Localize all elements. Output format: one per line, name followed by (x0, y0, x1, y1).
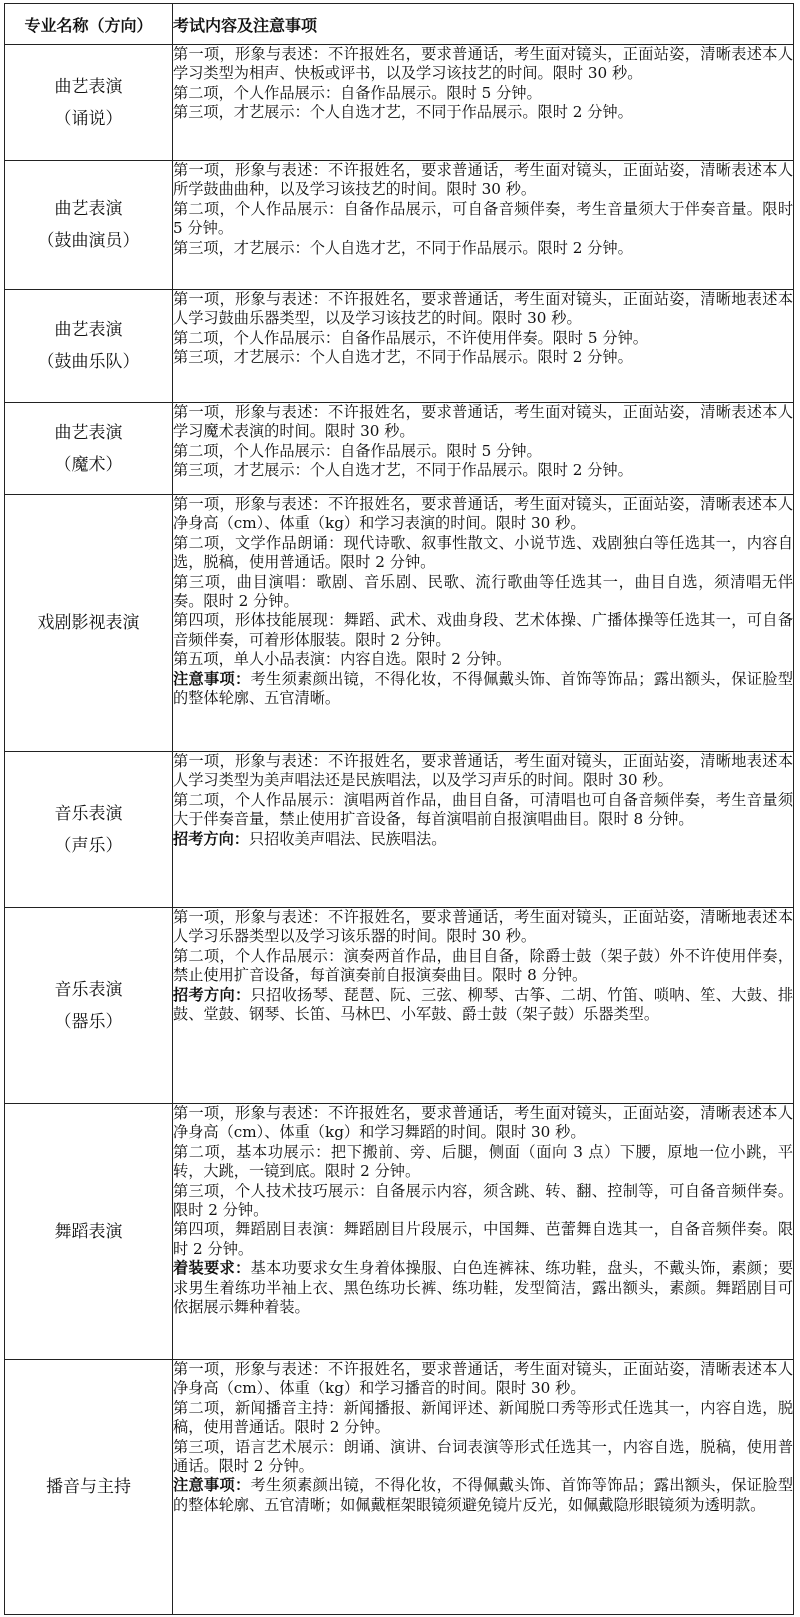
major-direction: （器乐） (54, 1011, 123, 1032)
header-content: 考试内容及注意事项 (173, 4, 794, 45)
major-cell (5, 495, 173, 752)
exam-item: 第一项，形象与表述：不许报姓名，要求普通话，考生面对镜头，正面站姿，清晰表述本人净身高（cm）、体重（kg）和学习舞蹈的时间。限时 30 秒。 (173, 1104, 793, 1142)
exam-item: 第二项，新闻播音主持：新闻播报、新闻评述、新闻脱口秀等形式任选其一，内容自选，脱稿，使用普通话。限时 2 分钟。 (173, 1398, 793, 1437)
major-name: 音乐表演 (54, 803, 123, 824)
major-direction: （诵说） (54, 108, 123, 129)
exam-item: 第三项，曲目演唱：歌剧、音乐剧、民歌、流行歌曲等任选其一，曲目自选，须清唱无伴奏。限时 2 分钟。 (173, 572, 793, 611)
note-text: 基本功要求女生身着体操服、白色连裤袜、练功鞋，盘头，不戴头饰，素颜；要求男生着练功半袖上衣、黑色练功长裤、练功鞋，发型简洁，露出额头，素颜。舞蹈剧目可依据展示舞种着装。 (173, 1259, 794, 1317)
major-cell (5, 1104, 173, 1360)
major-name: 曲艺表演 (54, 422, 123, 443)
major-name: 舞蹈表演 (54, 1221, 123, 1242)
content-cell (173, 752, 794, 908)
table-row (5, 1360, 794, 1615)
major-name: 曲艺表演 (54, 76, 123, 97)
exam-item: 第二项，个人作品展示：自备作品展示，可自备音频伴奏，考生音量须大于伴奏音量。限时 5 分钟。 (173, 199, 793, 238)
exam-item: 第一项，形象与表述：不许报姓名，要求普通话，考生面对镜头，正面站姿，清晰表述本人净身高（cm）、体重（kg）和学习表演的时间。限时 30 秒。 (173, 495, 793, 533)
exam-item: 第一项，形象与表述：不许报姓名，要求普通话，考生面对镜头，正面站姿，清晰地表述本人学习鼓曲乐器类型，以及学习该技艺的时间。限时 30 秒。 (173, 290, 793, 328)
exam-item: 第二项，个人作品展示：演唱两首作品，曲目自备，可清唱也可自备音频伴奏，考生音量须大于伴奏音量，禁止使用扩音设备，每首演唱前自报演唱曲目。限时 8 分钟。 (173, 790, 793, 829)
content-cell (173, 45, 794, 161)
exam-item: 第二项，个人作品展示：自备作品展示，不许使用伴奏。限时 5 分钟。 (173, 328, 648, 347)
exam-note (173, 830, 793, 849)
note-text: 只招收扬琴、琵琶、阮、三弦、柳琴、古筝、二胡、竹笛、唢呐、笙、大鼓、排鼓、堂鼓、钢琴、长笛、马林巴、小军鼓、爵士鼓（架子鼓）乐器类型。 (173, 985, 794, 1024)
exam-item: 第二项，个人作品展示：演奏两首作品，曲目自备，除爵士鼓（架子鼓）外不许使用伴奏，禁止使用扩音设备，每首演奏前自报演奏曲目。限时 8 分钟。 (173, 946, 793, 985)
exam-note (173, 986, 793, 1025)
exam-item: 第一项，形象与表述：不许报姓名，要求普通话，考生面对镜头，正面站姿，清晰表述本人学习魔术表演的时间。限时 30 秒。 (173, 403, 793, 441)
content-cell (173, 1360, 794, 1615)
table-row (5, 908, 794, 1104)
content-cell (173, 1104, 794, 1360)
note-text: 只招收美声唱法、民族唱法。 (248, 829, 447, 848)
exam-item: 第三项，才艺展示：个人自选才艺，不同于作品展示。限时 2 分钟。 (173, 461, 633, 480)
note-label: 招考方向： (173, 829, 249, 848)
exam-note (173, 670, 793, 709)
major-name: 音乐表演 (54, 979, 123, 1000)
exam-note (173, 1259, 793, 1317)
header-major: 专业名称（方向） (5, 4, 173, 45)
exam-item: 第四项，形体技能展现：舞蹈、武术、戏曲身段、艺术体操、广播体操等任选其一，可自备音频伴奏，可着形体服装。限时 2 分钟。 (173, 611, 793, 649)
content-cell (173, 495, 794, 752)
note-text: 考生须素颜出镜，不得化妆，不得佩戴头饰、首饰等饰品；露出额头，保证脸型的整体轮廓、五官清晰；如佩戴框架眼镜须避免镜片反光，如佩戴隐形眼镜须为透明款。 (173, 1476, 794, 1514)
major-name: 播音与主持 (46, 1477, 131, 1497)
table-row (5, 290, 794, 403)
exam-item: 第一项，形象与表述：不许报姓名，要求普通话，考生面对镜头，正面站姿，清晰地表述本人学习类型为美声唱法还是民族唱法，以及学习声乐的时间。限时 30 秒。 (173, 752, 793, 790)
note-label: 注意事项： (173, 669, 251, 688)
major-direction: （鼓曲乐队） (37, 352, 140, 372)
exam-item: 第五项，单人小品表演：内容自选。限时 2 分钟。 (173, 650, 512, 669)
content-cell (173, 161, 794, 290)
note-label: 着装要求： (173, 1259, 251, 1278)
major-name: 曲艺表演 (54, 199, 123, 219)
exam-item: 第二项，文学作品朗诵：现代诗歌、叙事性散文、小说节选、戏剧独白等任选其一，内容自选，脱稿，使用普通话。限时 2 分钟。 (173, 533, 793, 572)
major-cell (5, 45, 173, 161)
exam-item: 第四项，舞蹈剧目表演：舞蹈剧目片段展示，中国舞、芭蕾舞自选其一，自备音频伴奏。限时 2 分钟。 (173, 1220, 793, 1258)
table-header-row (5, 4, 794, 45)
note-label: 招考方向： (173, 985, 251, 1004)
table-row (5, 1104, 794, 1360)
exam-requirements-table (4, 3, 794, 1615)
exam-item: 第三项，才艺展示：个人自选才艺，不同于作品展示。限时 2 分钟。 (173, 348, 633, 367)
major-cell (5, 403, 173, 495)
exam-item: 第一项，形象与表述：不许报姓名，要求普通话，考生面对镜头，正面站姿，清晰表述本人学习类型为相声、快板或评书，以及学习该技艺的时间。限时 30 秒。 (173, 45, 793, 83)
major-cell (5, 290, 173, 403)
exam-item: 第一项，形象与表述：不许报姓名，要求普通话，考生面对镜头，正面站姿，清晰表述本人净身高（cm）、体重（kg）和学习播音的时间。限时 30 秒。 (173, 1360, 793, 1398)
exam-item: 第二项，个人作品展示：自备作品展示。限时 5 分钟。 (173, 441, 542, 460)
content-cell (173, 290, 794, 403)
exam-note (173, 1476, 793, 1515)
table-row (5, 495, 794, 752)
exam-item: 第三项，才艺展示：个人自选才艺，不同于作品展示。限时 2 分钟。 (173, 238, 633, 257)
major-direction: （魔术） (54, 454, 123, 475)
exam-item: 第三项，才艺展示：个人自选才艺，不同于作品展示。限时 2 分钟。 (173, 103, 633, 122)
table-row (5, 403, 794, 495)
major-cell (5, 908, 173, 1104)
major-cell (5, 1360, 173, 1615)
note-text: 考生须素颜出镜，不得化妆，不得佩戴头饰、首饰等饰品；露出额头，保证脸型的整体轮廓、五官清晰。 (173, 669, 794, 708)
content-cell (173, 403, 794, 495)
exam-item: 第二项，基本功展示：把下搬前、旁、后腿，侧面（面向 3 点）下腰，原地一位小跳，平转，大跳，一镜到底。限时 2 分钟。 (173, 1142, 793, 1181)
major-name: 戏剧影视表演 (37, 613, 140, 633)
note-label: 注意事项： (173, 1476, 251, 1495)
major-cell (5, 752, 173, 908)
exam-item: 第三项，个人技术技巧展示：自备展示内容，须含跳、转、翻、控制等，可自备音频伴奏。限时 2 分钟。 (173, 1181, 793, 1220)
major-name: 曲艺表演 (54, 320, 123, 340)
major-direction: （鼓曲演员） (37, 231, 140, 251)
exam-item: 第一项，形象与表述：不许报姓名，要求普通话，考生面对镜头，正面站姿，清晰地表述本人学习乐器类型以及学习该乐器的时间。限时 30 秒。 (173, 908, 793, 946)
exam-item: 第三项，语言艺术展示：朗诵、演讲、台词表演等形式任选其一，内容自选，脱稿，使用普通话。限时 2 分钟。 (173, 1437, 793, 1476)
table-row (5, 161, 794, 290)
exam-item: 第二项，个人作品展示：自备作品展示。限时 5 分钟。 (173, 83, 542, 102)
exam-item: 第一项，形象与表述：不许报姓名，要求普通话，考生面对镜头，正面站姿，清晰表述本人所学鼓曲曲种，以及学习该技艺的时间。限时 30 秒。 (173, 161, 793, 199)
table-row (5, 752, 794, 908)
content-cell (173, 908, 794, 1104)
table-row (5, 45, 794, 161)
major-cell (5, 161, 173, 290)
major-direction: （声乐） (54, 835, 123, 856)
